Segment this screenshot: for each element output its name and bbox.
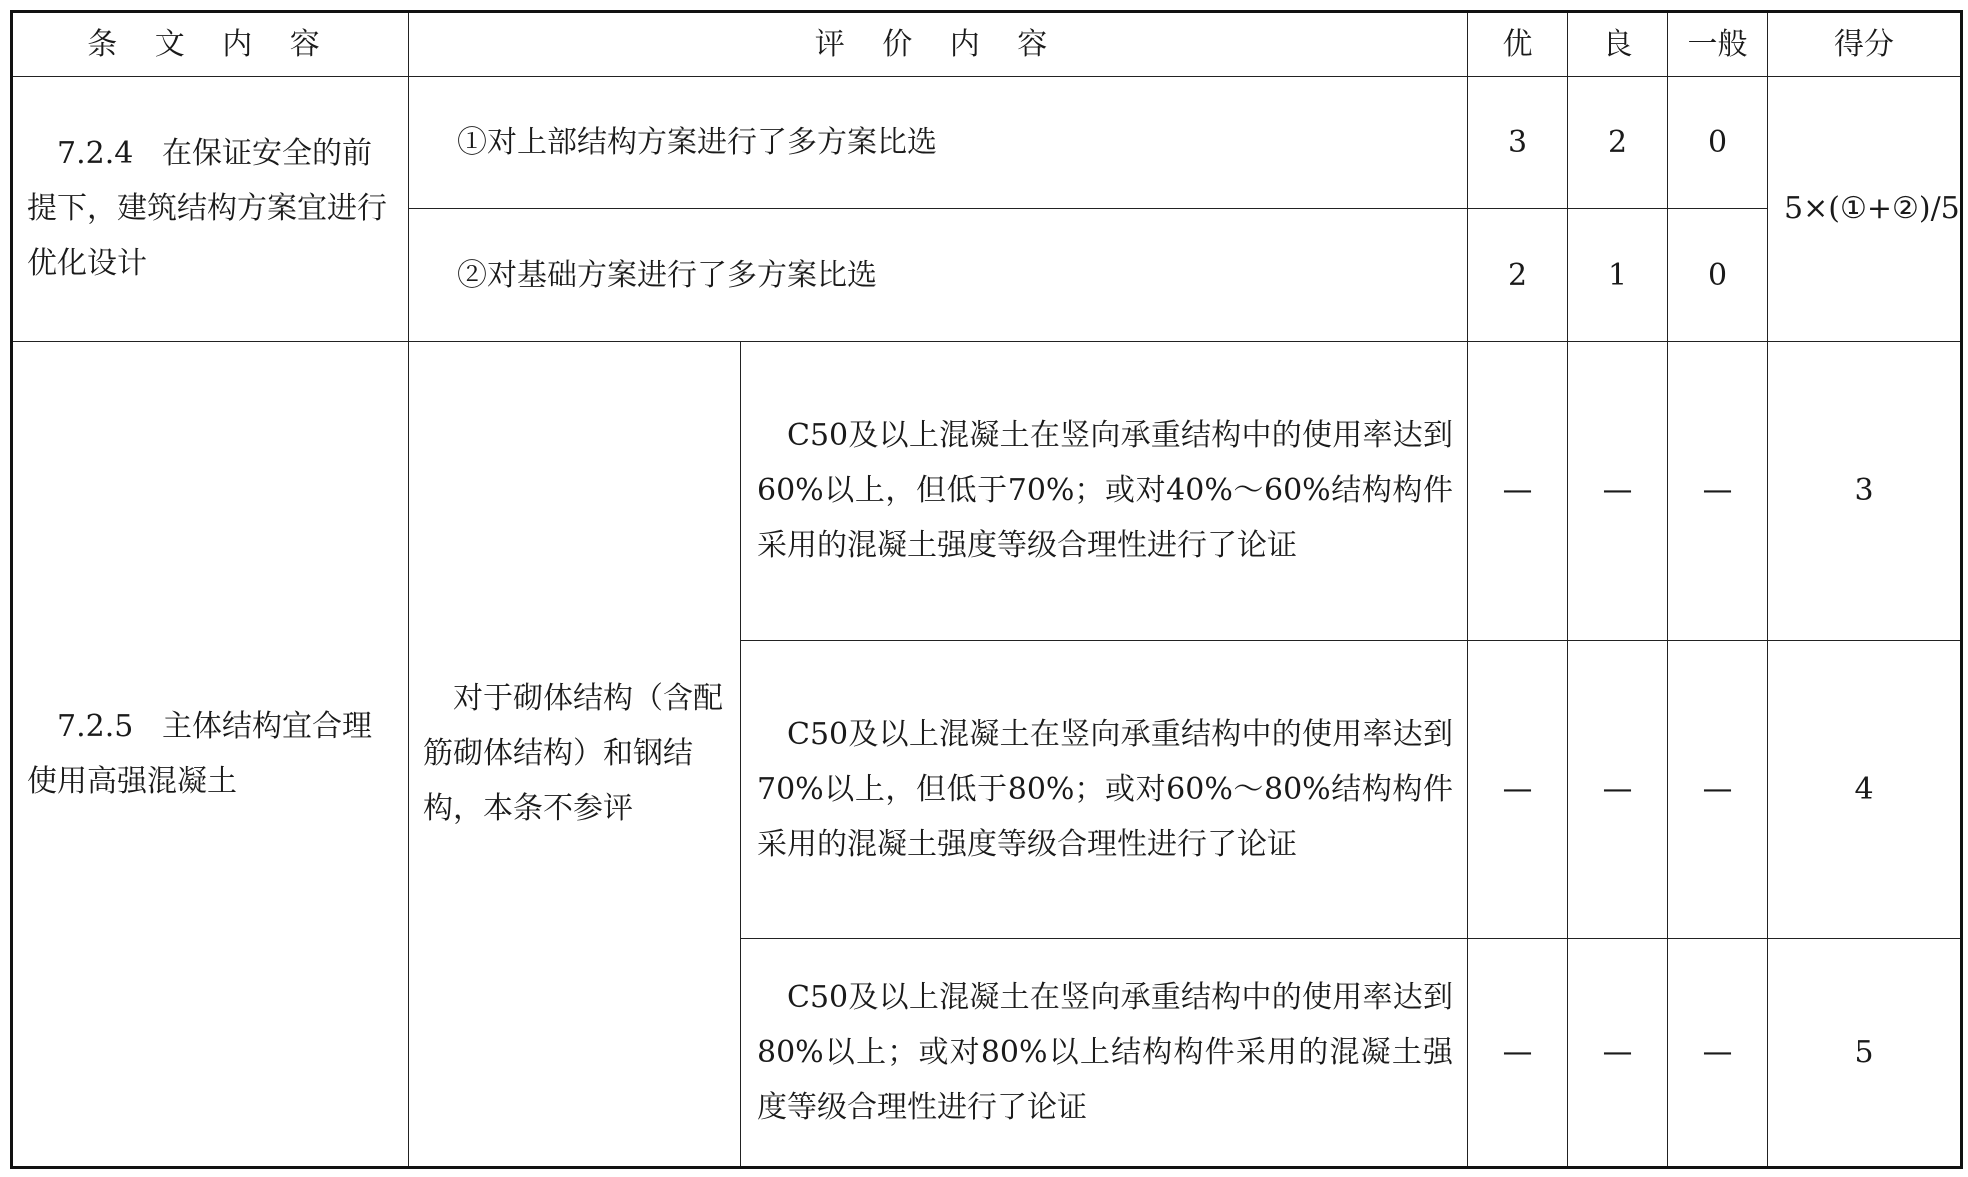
ordinary-value: 0 — [1668, 77, 1768, 209]
excellent-value: 2 — [1468, 209, 1568, 341]
note-cell — [409, 341, 741, 1167]
clause-number: 7.2.4 — [57, 136, 134, 172]
evaluation-table — [10, 10, 1963, 1169]
table-row — [12, 77, 1962, 209]
ordinary-value: — — [1668, 640, 1768, 939]
good-value: 2 — [1568, 77, 1668, 209]
header-clause: 条 文 内 容 — [12, 12, 409, 77]
score-value: 3 — [1768, 341, 1962, 640]
exemption-note: 对于砌体结构（含配筋砌体结构）和钢结构，本条不参评 — [423, 681, 723, 827]
header-good: 良 — [1568, 12, 1668, 77]
eval-item: C50及以上混凝土在竖向承重结构中的使用率达到70%以上，但低于80%；或对60%～80%结构构件采用的混凝土强度等级合理性进行了论证 — [741, 640, 1468, 939]
header-excellent: 优 — [1468, 12, 1568, 77]
eval-item: C50及以上混凝土在竖向承重结构中的使用率达到60%以上，但低于70%；或对40%～60%结构构件采用的混凝土强度等级合理性进行了论证 — [741, 341, 1468, 640]
score-value: 4 — [1768, 640, 1962, 939]
excellent-value: — — [1468, 341, 1568, 640]
excellent-value: — — [1468, 939, 1568, 1168]
excellent-value: — — [1468, 640, 1568, 939]
ordinary-value: 0 — [1668, 209, 1768, 341]
ordinary-value: — — [1668, 939, 1768, 1168]
good-value: — — [1568, 341, 1668, 640]
score-formula: 5×(①+②)/5 — [1768, 77, 1962, 342]
clause-text: 主体结构宜合理使用高强混凝土 — [27, 708, 372, 799]
eval-item: C50及以上混凝土在竖向承重结构中的使用率达到80%以上；或对80%以上结构构件采用的混凝土强度等级合理性进行了论证 — [741, 939, 1468, 1168]
clause-number: 7.2.5 — [57, 708, 134, 744]
header-ordinary: 一般 — [1668, 12, 1768, 77]
clause-text: 在保证安全的前提下，建筑结构方案宜进行优化设计 — [27, 136, 387, 282]
eval-item: ①对上部结构方案进行了多方案比选 — [409, 77, 1468, 209]
clause-cell-7-2-5 — [12, 341, 409, 1167]
good-value: 1 — [1568, 209, 1668, 341]
excellent-value: 3 — [1468, 77, 1568, 209]
good-value: — — [1568, 640, 1668, 939]
header-score: 得分 — [1768, 12, 1962, 77]
ordinary-value: — — [1668, 341, 1768, 640]
good-value: — — [1568, 939, 1668, 1168]
clause-cell-7-2-4 — [12, 77, 409, 342]
score-value: 5 — [1768, 939, 1962, 1168]
eval-item: ②对基础方案进行了多方案比选 — [409, 209, 1468, 341]
header-row — [12, 12, 1962, 77]
table-row — [12, 341, 1962, 640]
header-evaluation: 评 价 内 容 — [409, 12, 1468, 77]
